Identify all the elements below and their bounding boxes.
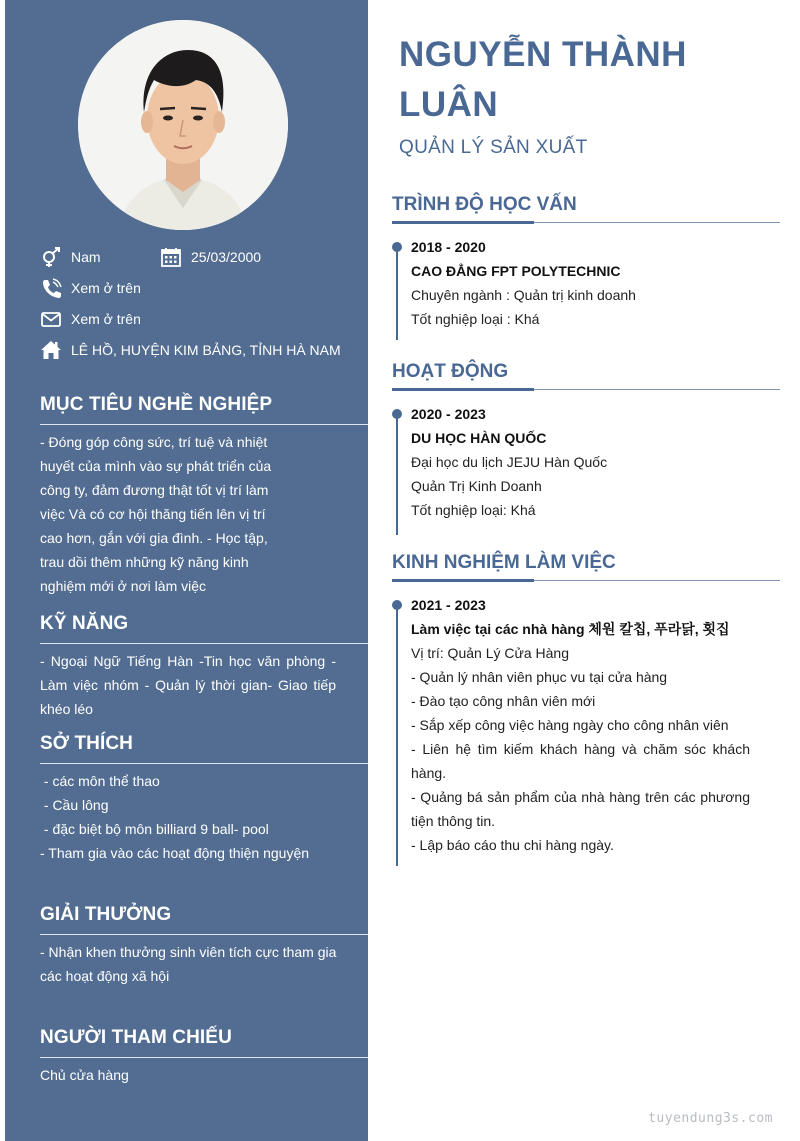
experience-period: 2021 - 2023: [411, 597, 486, 613]
sidebar: [5, 0, 368, 1141]
avatar-photo: [78, 20, 288, 230]
address-value: LÊ HỒ, HUYỆN KIM BẢNG, TỈNH HÀ NAM: [71, 342, 341, 358]
gender-icon: [40, 246, 62, 268]
objective-title: MỤC TIÊU NGHỀ NGHIỆP: [40, 394, 273, 415]
activities-heading: DU HỌC HÀN QUỐC: [411, 430, 547, 446]
awards-divider: [40, 934, 368, 935]
experience-title: KINH NGHIỆM LÀM VIỆC: [392, 552, 616, 573]
hobbies-text: - các môn thể thao - Cầu lông - đặc biệt bộ môn billiard 9 ball- pool - Tham gia vào các hoạt động thiện nguyện: [40, 773, 310, 861]
skills-title: KỸ NĂNG: [40, 613, 129, 634]
hobbies-title: SỞ THÍCH: [40, 733, 134, 754]
birthdate-value: 25/03/2000: [191, 249, 262, 265]
education-period: 2018 - 2020: [411, 239, 486, 255]
awards-title: GIẢI THƯỞNG: [40, 904, 172, 925]
objective-divider: [40, 424, 368, 425]
phone-row: [40, 277, 141, 299]
activities-entry: 2020 - 2023 DU HỌC HÀN QUỐC Đại học du lịch JEJU Hàn Quốc Quản Trị Kinh Doanh Tốt nghiệp loại: Khá: [411, 402, 779, 522]
education-timeline: [396, 247, 398, 340]
activities-timeline: [396, 414, 398, 535]
activities-title: HOẠT ĐỘNG: [392, 361, 509, 382]
references-text: Chủ cửa hàng: [40, 1067, 129, 1083]
education-divider: [392, 222, 780, 223]
email-icon: [40, 308, 62, 330]
education-timeline-dot: [392, 242, 402, 252]
education-school: CAO ĐẲNG FPT POLYTECHNIC: [411, 263, 621, 279]
watermark: tuyendung3s.com: [648, 1111, 773, 1126]
awards-text: - Nhận khen thưởng sinh viên tích cực tham gia các hoạt động xã hội: [40, 944, 337, 984]
email-value: Xem ở trên: [71, 311, 141, 327]
experience-divider: [392, 580, 780, 581]
objective-text: - Đóng góp công sức, trí tuệ và nhiệt huyết của mình vào sự phát triển của công ty, đảm đương thật tốt vị trí làm việc Và có cơ hội thăng tiến lên vị trí cao hơn, gắn với gia đình. - Học tập, trau dồi thêm những kỹ năng kinh nghiệm mới ở nơi làm việc: [40, 434, 272, 594]
address-row: [40, 339, 341, 361]
experience-timeline-dot: [392, 600, 402, 610]
skills-divider: [40, 643, 368, 644]
job-title: QUẢN LÝ SẢN XUẤT: [399, 137, 588, 158]
experience-timeline: [396, 605, 398, 866]
education-entry: 2018 - 2020 CAO ĐẲNG FPT POLYTECHNIC Chuyên ngành : Quản trị kinh doanh Tốt nghiệp loại : Khá: [411, 235, 779, 331]
phone-value: Xem ở trên: [71, 280, 141, 296]
gender-row: [40, 246, 101, 268]
birthdate-row: [160, 246, 261, 268]
references-title: NGƯỜI THAM CHIẾU: [40, 1027, 232, 1048]
experience-heading: Làm việc tại các nhà hàng 체원 칼칩, 푸라닭, 횟집: [411, 621, 730, 637]
activities-period: 2020 - 2023: [411, 406, 486, 422]
gender-value: Nam: [71, 249, 101, 265]
avatar: [78, 20, 288, 230]
education-title: TRÌNH ĐỘ HỌC VẤN: [392, 194, 577, 215]
skills-text: - Ngoại Ngữ Tiếng Hàn -Tin học văn phòng - Làm việc nhóm - Quản lý thời gian- Giao tiếp khéo léo: [40, 653, 336, 717]
references-divider: [40, 1057, 368, 1058]
email-row: [40, 308, 141, 330]
activities-divider: [392, 389, 780, 390]
phone-icon: [40, 277, 62, 299]
home-icon: [40, 339, 62, 361]
activities-timeline-dot: [392, 409, 402, 419]
hobbies-divider: [40, 763, 368, 764]
candidate-name: NGUYỄN THÀNH LUÂN: [399, 35, 687, 124]
calendar-icon: [160, 246, 182, 268]
experience-entry: 2021 - 2023 Làm việc tại các nhà hàng 체원 칼칩, 푸라닭, 횟집 Vị trí: Quản Lý Cửa Hàng - Quản lý nhân viên phục vu tại cửa hàng - Đào tạo công nhân viên mới - Sắp xếp công việc hàng ngày cho công nhân viên - Liên hệ tìm kiếm khách hàng và chăm sóc khách hàng. - Quảng bá sản phẩm của nhà hàng trên các phương tiện thông tin. - Lập báo cáo thu chi hàng ngày.: [411, 593, 750, 857]
